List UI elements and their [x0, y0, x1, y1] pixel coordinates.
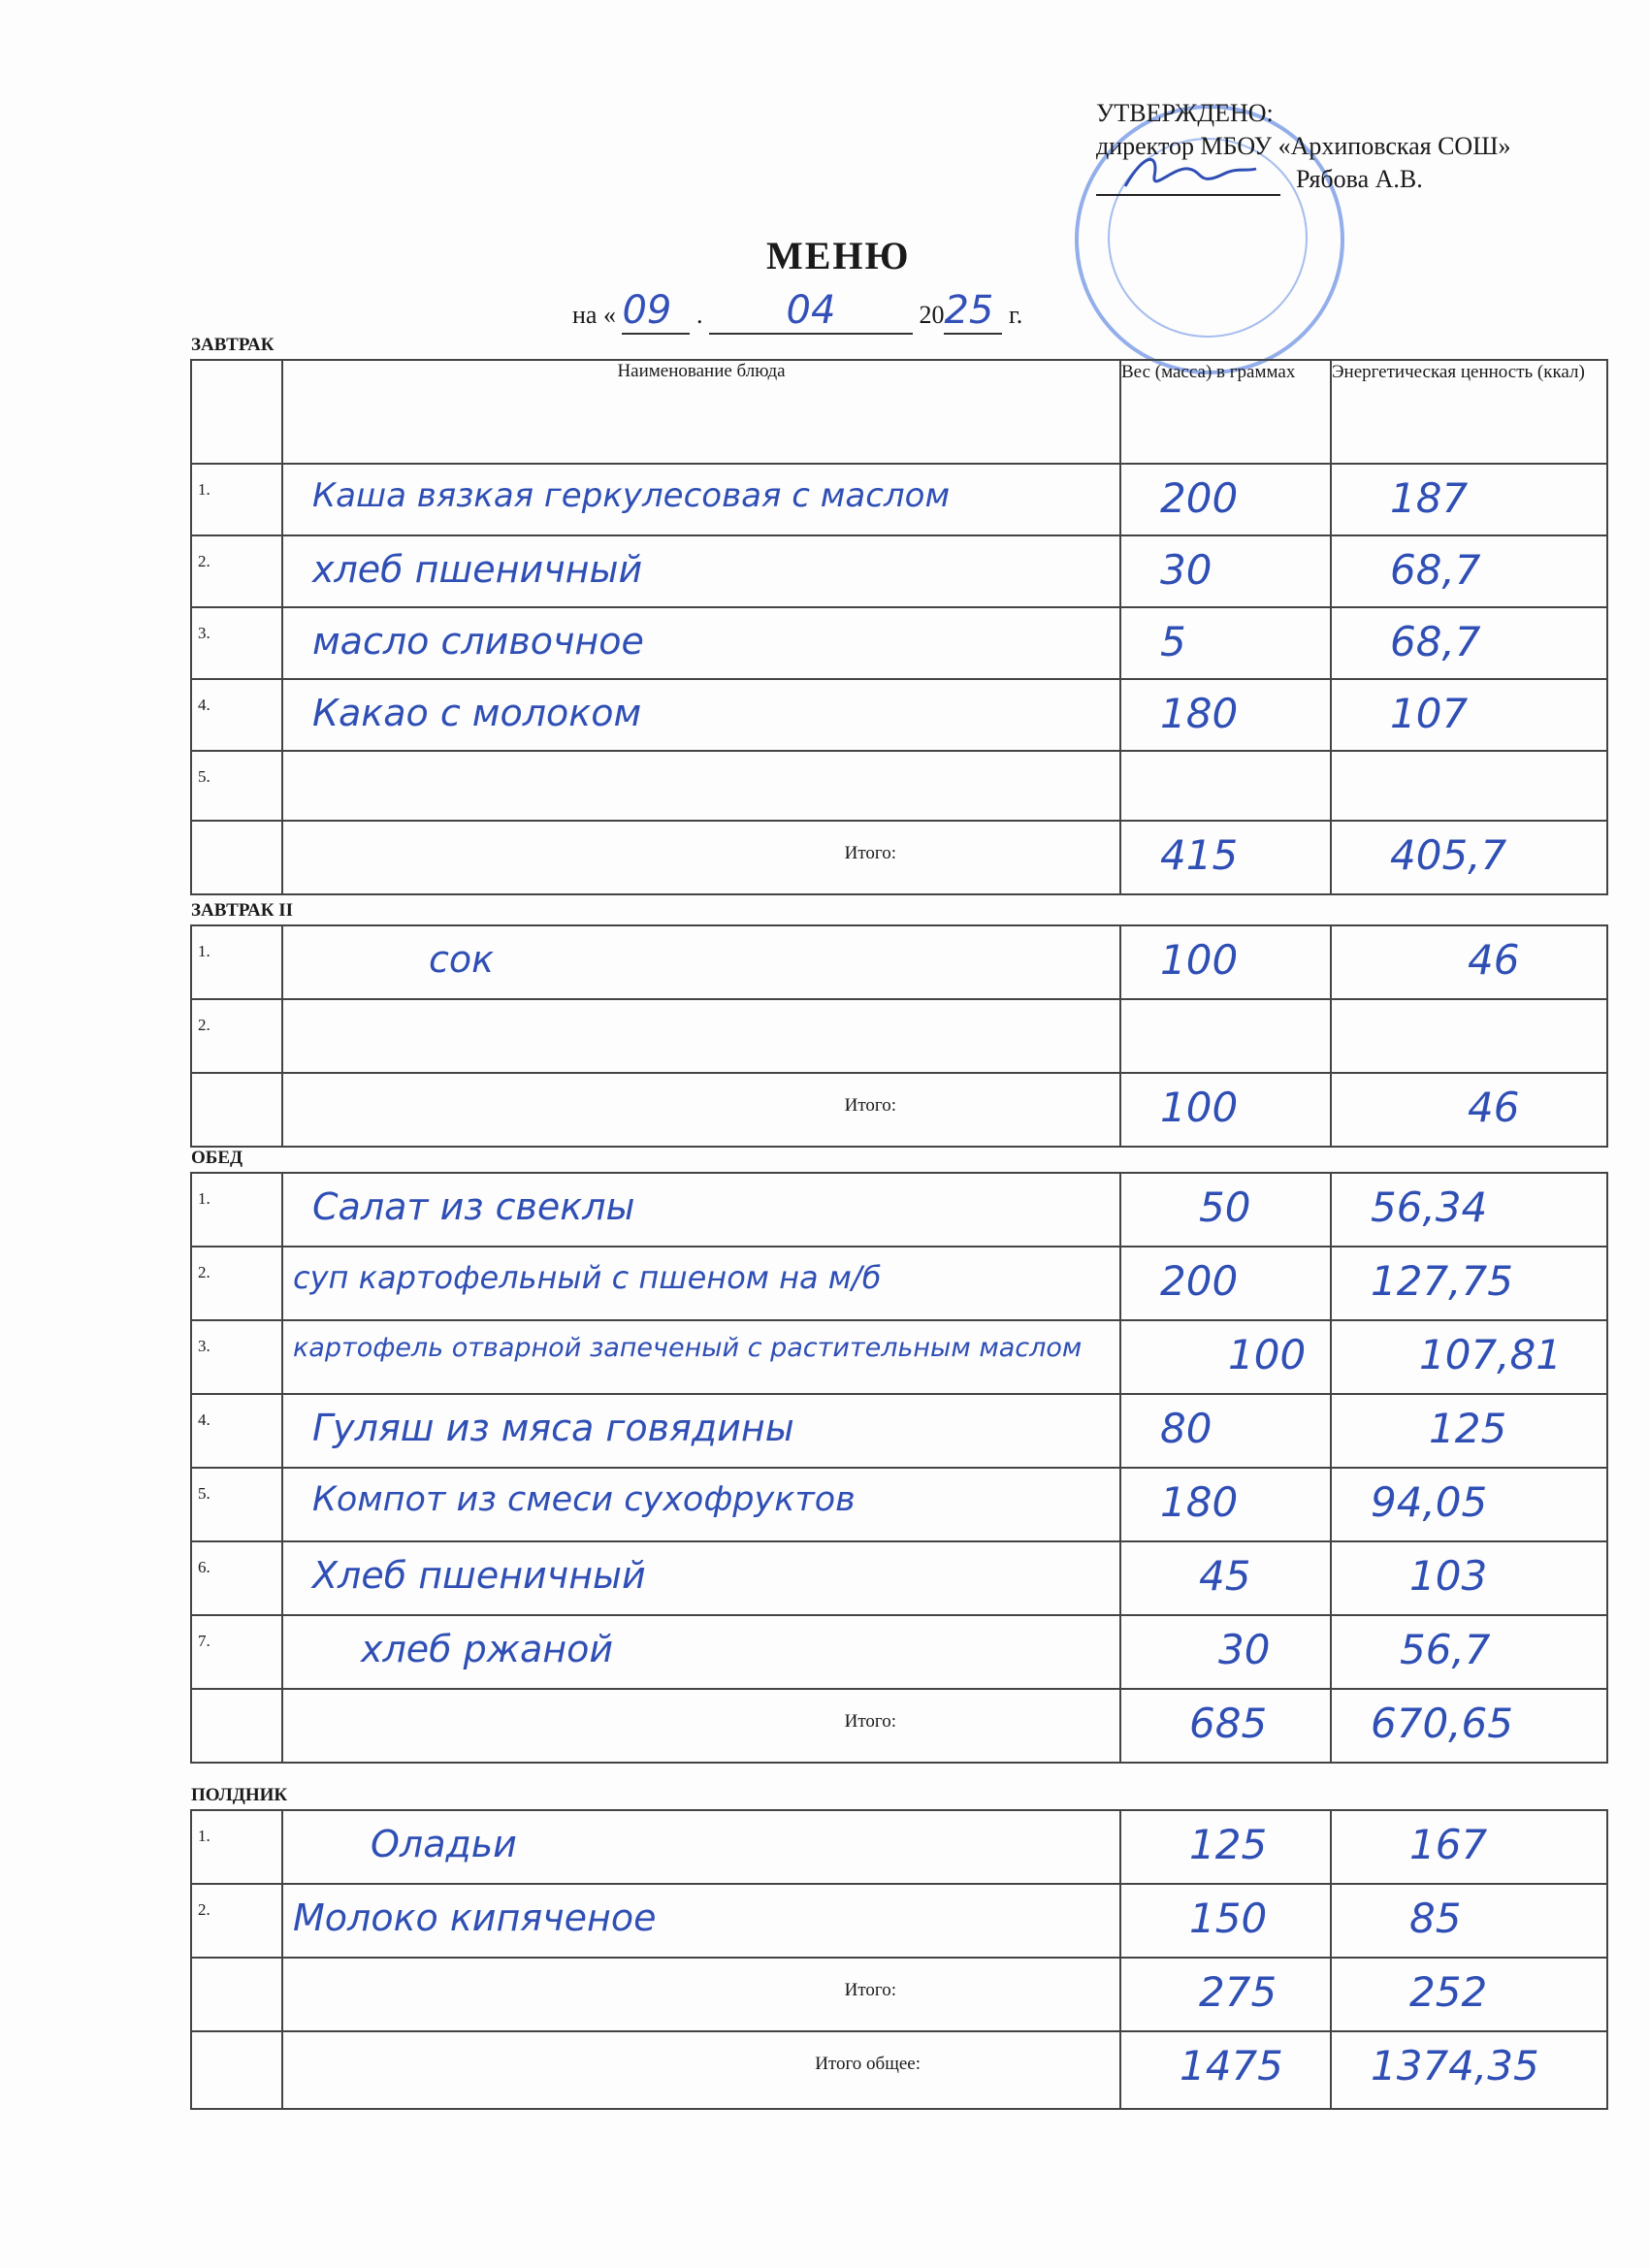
weight-cell	[1120, 1884, 1331, 1958]
dish-name-cell	[282, 464, 1120, 535]
dish-weight: 100	[1228, 1331, 1307, 1378]
kcal-cell	[1331, 751, 1607, 821]
dish-name-cell	[282, 1541, 1120, 1615]
weight-cell	[1120, 751, 1331, 821]
row-num: 4.	[191, 679, 282, 751]
total-label-cell	[282, 821, 1120, 894]
table-row	[191, 1615, 1607, 1689]
table-row	[191, 1541, 1607, 1615]
kcal-cell	[1331, 1615, 1607, 1689]
dish-kcal: 167	[1409, 1821, 1488, 1868]
dish-kcal: 94,05	[1371, 1478, 1488, 1526]
weight-cell	[1120, 1247, 1331, 1320]
kcal-cell	[1331, 1468, 1607, 1541]
dish-name: Салат из свеклы	[312, 1185, 635, 1228]
kcal-cell	[1331, 1173, 1607, 1247]
total-weight-cell	[1120, 1689, 1331, 1763]
total-num-cell	[191, 1689, 282, 1763]
total-weight: 275	[1199, 1968, 1277, 2016]
row-num: 1.	[191, 1810, 282, 1884]
table-row	[191, 1810, 1607, 1884]
dish-name-cell	[282, 925, 1120, 999]
weight-cell	[1120, 464, 1331, 535]
dish-kcal: 68,7	[1390, 618, 1481, 665]
row-num: 1.	[191, 464, 282, 535]
dish-kcal: 68,7	[1390, 546, 1481, 594]
total-num-cell	[191, 1958, 282, 2031]
breakfast-table	[190, 359, 1608, 895]
total-row	[191, 1073, 1607, 1147]
dish-name: Оладьи	[371, 1823, 517, 1865]
dish-kcal: 56,7	[1400, 1626, 1491, 1673]
total-row	[191, 821, 1607, 894]
date-year: 25	[944, 288, 994, 333]
total-label: Итого:	[844, 843, 896, 863]
dish-name-cell	[282, 535, 1120, 607]
kcal-cell	[1331, 999, 1607, 1073]
dish-weight: 30	[1160, 546, 1212, 594]
total-label: Итого:	[844, 1095, 896, 1116]
total-weight: 100	[1160, 1084, 1239, 1131]
dish-name-cell	[282, 751, 1120, 821]
row-num: 1.	[191, 925, 282, 999]
dish-name-cell	[282, 1468, 1120, 1541]
weight-cell	[1120, 1468, 1331, 1541]
section-label-lunch: ОБЕД	[191, 1148, 243, 1168]
dish-weight: 50	[1199, 1183, 1251, 1231]
table-row	[191, 464, 1607, 535]
weight-cell	[1120, 1615, 1331, 1689]
kcal-cell	[1331, 1394, 1607, 1468]
dish-kcal: 103	[1409, 1552, 1488, 1600]
table-row	[191, 1884, 1607, 1958]
total-weight-cell	[1120, 821, 1331, 894]
dish-name-cell	[282, 1247, 1120, 1320]
weight-cell	[1120, 1320, 1331, 1394]
dish-name: Каша вязкая геркулесовая с маслом	[312, 476, 951, 515]
total-label-cell	[282, 1073, 1120, 1147]
kcal-cell	[1331, 679, 1607, 751]
total-weight-cell	[1120, 1958, 1331, 2031]
dish-weight: 150	[1189, 1895, 1268, 1942]
table-row	[191, 1173, 1607, 1247]
year-blank	[944, 288, 1002, 335]
dish-kcal: 85	[1409, 1895, 1462, 1942]
kcal-cell	[1331, 1810, 1607, 1884]
grand-total-kcal-cell	[1331, 2031, 1607, 2109]
dish-kcal: 187	[1390, 474, 1469, 522]
signature-blank	[1096, 167, 1280, 196]
dish-name-cell	[282, 1320, 1120, 1394]
snack-table	[190, 1809, 1608, 2110]
dish-weight: 180	[1160, 690, 1239, 737]
kcal-cell	[1331, 607, 1607, 679]
date-separator: .	[695, 301, 703, 329]
approval-block	[1096, 97, 1510, 196]
grand-total-label: Итого общее:	[815, 2054, 921, 2074]
year-prefix: 20	[919, 301, 945, 329]
total-kcal: 252	[1409, 1968, 1488, 2016]
lunch-table	[190, 1172, 1608, 1764]
page-title: МЕНЮ	[766, 234, 911, 277]
row-num: 2.	[191, 1247, 282, 1320]
grand-total-row	[191, 2031, 1607, 2109]
dish-weight: 45	[1199, 1552, 1251, 1600]
dish-weight: 100	[1160, 936, 1239, 984]
grand-total-num-cell	[191, 2031, 282, 2109]
dish-name: хлеб ржаной	[361, 1628, 614, 1670]
table-row	[191, 1468, 1607, 1541]
header-num-cell	[191, 360, 282, 464]
table-row	[191, 607, 1607, 679]
grand-total-weight-cell	[1120, 2031, 1331, 2109]
weight-cell	[1120, 1810, 1331, 1884]
weight-cell	[1120, 607, 1331, 679]
kcal-cell	[1331, 1541, 1607, 1615]
table-row	[191, 535, 1607, 607]
grand-total-weight: 1475	[1180, 2042, 1283, 2090]
weight-cell	[1120, 999, 1331, 1073]
total-kcal-cell	[1331, 1958, 1607, 2031]
weight-cell	[1120, 925, 1331, 999]
dish-name-cell	[282, 1884, 1120, 1958]
dish-kcal: 56,34	[1371, 1183, 1488, 1231]
dish-name: суп картофельный с пшеном на м/б	[293, 1259, 882, 1296]
dish-name-cell	[282, 1810, 1120, 1884]
total-kcal-cell	[1331, 1073, 1607, 1147]
total-weight: 415	[1160, 831, 1239, 879]
dish-kcal: 107,81	[1419, 1331, 1562, 1378]
kcal-cell	[1331, 1320, 1607, 1394]
date-month: 04	[786, 288, 836, 333]
row-num: 2.	[191, 1884, 282, 1958]
dish-name-cell	[282, 607, 1120, 679]
kcal-cell	[1331, 464, 1607, 535]
dish-name: картофель отварной запеченый с растительным маслом	[293, 1333, 1083, 1363]
dish-name-cell	[282, 999, 1120, 1073]
dish-weight: 180	[1160, 1478, 1239, 1526]
section-label-snack: ПОЛДНИК	[191, 1785, 288, 1805]
date-prefix: на «	[572, 301, 616, 329]
header-name: Наименование блюда	[282, 360, 1120, 464]
total-kcal-cell	[1331, 1689, 1607, 1763]
dish-name: Гуляш из мяса говядины	[312, 1407, 794, 1449]
total-kcal: 405,7	[1390, 831, 1507, 879]
header-weight: Вес (масса) в граммах	[1120, 360, 1331, 464]
table-row	[191, 1394, 1607, 1468]
dish-weight: 80	[1160, 1405, 1212, 1452]
row-num: 2.	[191, 535, 282, 607]
row-num: 5.	[191, 1468, 282, 1541]
dish-name: масло сливочное	[312, 620, 644, 663]
row-num: 3.	[191, 607, 282, 679]
date-day: 09	[622, 288, 672, 333]
header-kcal: Энергетическая ценность (ккал)	[1331, 360, 1607, 464]
date-suffix: г.	[1008, 301, 1023, 329]
weight-cell	[1120, 679, 1331, 751]
weight-cell	[1120, 535, 1331, 607]
dish-weight: 125	[1189, 1821, 1268, 1868]
table-header-row	[191, 360, 1607, 464]
dish-kcal: 107	[1390, 690, 1469, 737]
table-row	[191, 999, 1607, 1073]
dish-name-cell	[282, 679, 1120, 751]
total-kcal: 46	[1468, 1084, 1520, 1131]
total-label-cell	[282, 1689, 1120, 1763]
dish-weight: 5	[1160, 618, 1186, 665]
kcal-cell	[1331, 925, 1607, 999]
handwritten-signature	[1116, 147, 1261, 196]
total-weight: 685	[1189, 1700, 1268, 1747]
table-row	[191, 925, 1607, 999]
total-kcal: 670,65	[1371, 1700, 1513, 1747]
approval-heading: УТВЕРЖДЕНО:	[1096, 99, 1274, 127]
total-num-cell	[191, 821, 282, 894]
dish-kcal: 125	[1429, 1405, 1507, 1452]
row-num: 6.	[191, 1541, 282, 1615]
section-label-breakfast: ЗАВТРАК	[191, 335, 275, 355]
total-label: Итого:	[844, 1711, 896, 1732]
dish-name: Молоко кипяченое	[293, 1896, 657, 1939]
total-weight-cell	[1120, 1073, 1331, 1147]
second-breakfast-table	[190, 924, 1608, 1148]
row-num: 5.	[191, 751, 282, 821]
row-num: 3.	[191, 1320, 282, 1394]
total-num-cell	[191, 1073, 282, 1147]
table-row	[191, 1320, 1607, 1394]
grand-total-kcal: 1374,35	[1371, 2042, 1539, 2090]
dish-name: хлеб пшеничный	[312, 548, 643, 591]
section-label-second-breakfast: ЗАВТРАК II	[191, 900, 294, 921]
total-row	[191, 1958, 1607, 2031]
total-label-cell	[282, 1958, 1120, 2031]
table-row	[191, 1247, 1607, 1320]
total-kcal-cell	[1331, 821, 1607, 894]
kcal-cell	[1331, 535, 1607, 607]
row-num: 7.	[191, 1615, 282, 1689]
dish-name-cell	[282, 1394, 1120, 1468]
dish-name: Компот из смеси сухофруктов	[312, 1480, 856, 1519]
month-blank	[709, 288, 913, 335]
weight-cell	[1120, 1394, 1331, 1468]
day-blank	[622, 288, 690, 335]
weight-cell	[1120, 1541, 1331, 1615]
dish-weight: 30	[1218, 1626, 1271, 1673]
date-line	[572, 288, 1022, 335]
row-num: 2.	[191, 999, 282, 1073]
dish-name-cell	[282, 1615, 1120, 1689]
dish-kcal: 127,75	[1371, 1257, 1513, 1305]
dish-weight: 200	[1160, 1257, 1239, 1305]
grand-total-label-cell	[282, 2031, 1120, 2109]
kcal-cell	[1331, 1884, 1607, 1958]
dish-name: сок	[429, 938, 495, 981]
dish-name-cell	[282, 1173, 1120, 1247]
dish-kcal: 46	[1468, 936, 1520, 984]
total-row	[191, 1689, 1607, 1763]
dish-weight: 200	[1160, 474, 1239, 522]
dish-name: Хлеб пшеничный	[312, 1554, 646, 1597]
row-num: 1.	[191, 1173, 282, 1247]
table-row	[191, 679, 1607, 751]
weight-cell	[1120, 1173, 1331, 1247]
approval-position: директор МБОУ «Архиповская СОШ»	[1096, 132, 1511, 160]
signer-name: Рябова А.В.	[1296, 165, 1423, 193]
table-row	[191, 751, 1607, 821]
row-num: 4.	[191, 1394, 282, 1468]
total-label: Итого:	[844, 1980, 896, 2000]
dish-name: Какао с молоком	[312, 692, 642, 734]
approval-signature-line	[1096, 163, 1510, 196]
kcal-cell	[1331, 1247, 1607, 1320]
